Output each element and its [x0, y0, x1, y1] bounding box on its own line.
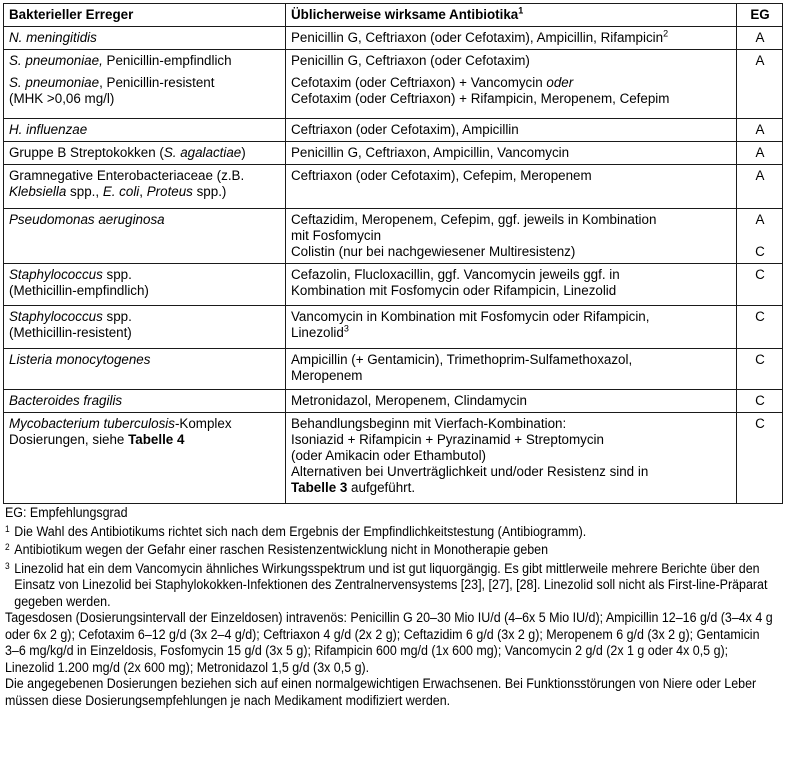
antibiotics-cell: Metronidazol, Meropenem, Clindamycin [286, 390, 737, 413]
pathogen-cell: Gruppe B Streptokokken (S. agalactiae) [4, 142, 286, 165]
table-row [4, 142, 783, 165]
pathogen-cell: S. pneumoniae, Penicillin-empfindlich S. pneumoniae, Penicillin-resistent (MHK >0,06 mg/l) [4, 50, 286, 119]
eg-cell: C [737, 349, 783, 390]
antibiotics-cell: Penicillin G, Ceftriaxon (oder Cefotaxim) Cefotaxim (oder Ceftriaxon) + Vancomycin oder Cefotaxim (oder Ceftriaxon) + Rifampicin, Meropenem, Cefepim [286, 50, 737, 119]
pathogen-cell: N. meningitidis [4, 27, 286, 50]
pathogen-cell: Bacteroides fragilis [4, 390, 286, 413]
table-row [4, 349, 783, 390]
eg-cell: A [737, 165, 783, 209]
eg-cell: A [737, 119, 783, 142]
antibiotics-cell: Ceftriaxon (oder Cefotaxim), Cefepim, Meropenem [286, 165, 737, 209]
eg-cell: C [737, 390, 783, 413]
pathogen-cell: Staphylococcus spp. (Methicillin-resistent) [4, 306, 286, 349]
pathogen-cell: Mycobacterium tuberculosis-Komplex Dosierungen, siehe Tabelle 4 [4, 413, 286, 504]
header-eg: EG [737, 4, 783, 27]
pathogen-cell: Gramnegative Enterobacteriaceae (z.B. Klebsiella spp., E. coli, Proteus spp.) [4, 165, 286, 209]
antibiotics-table [3, 3, 783, 504]
table-4-reference: Tabelle 4 [128, 432, 185, 447]
footnote-2: 2 Antibiotikum wegen der Gefahr einer raschen Resistenzentwicklung nicht in Monotherapie geben [5, 542, 549, 557]
dosing-note: Tagesdosen (Dosierungsintervall der Einzeldosen) intravenös: Penicillin G 20–30 Mio IU/d (4–6x 5 Mio IU/d); Ampicillin 12–16 g/d (3–4x 4 g oder 6x 2 g); Cefotaxim 6–12 g/d (3x 2–4 g/d); Ceftriaxon 4 g/d (2x 2 g); Ceftazidim 6 g/d (3x 2 g); Meropenem 6 g/d (3x 2 g); Gentamicin 3–6 mg/kg/d in Einzeldosis, Fosfomycin 15 g/d (3x 5 g); Rifampicin 600 mg/d (1x 600 mg); Vancomycin 2 g/d (2x 1 g oder 4x 0,5 g); Linezolid 1.200 mg/d (2x 600 mg); Metronidazol 1,5 g/d (3x 0,5 g). [5, 610, 773, 675]
antibiotics-cell: Ceftriaxon (oder Cefotaxim), Ampicillin [286, 119, 737, 142]
eg-cell: A C [737, 209, 783, 264]
table-row [4, 209, 783, 264]
antibiotics-cell: Vancomycin in Kombination mit Fosfomycin oder Rifampicin, Linezolid$^3$ [286, 306, 737, 349]
table-row [4, 413, 783, 504]
pathogen-cell: Listeria monocytogenes [4, 349, 286, 390]
pathogen-cell: Staphylococcus spp. (Methicillin-empfindlich) [4, 264, 286, 306]
antibiotics-cell: Behandlungsbeginn mit Vierfach-Kombination: Isoniazid + Rifampicin + Pyrazinamid + Streptomycin (oder Amikacin oder Ethambutol) Alternativen bei Unverträglichkeit und/oder Resistenz sind in Tabelle 3 aufgeführt. [286, 413, 737, 504]
table-3-reference: Tabelle 3 [291, 480, 348, 495]
adjustment-note: Die angegebenen Dosierungen beziehen sich auf einen normalgewichtigen Erwachsenen. Bei Funktionsstörungen von Niere oder Leber müssen diese Dosierungsempfehlungen je nach Medikament modifiziert werden. [5, 676, 757, 708]
table-row [4, 390, 783, 413]
eg-cell: C [737, 264, 783, 306]
eg-cell: A [737, 142, 783, 165]
table-row [4, 306, 783, 349]
table-row [4, 50, 783, 119]
footnote-ref-2: 2 [663, 28, 669, 39]
eg-cell: A [737, 50, 783, 119]
footnote-3: 3 Linezolid hat ein dem Vancomycin ähnliches Wirkungsspektrum und ist gut liquorgängig. Es gibt mittlerweile mehrere Berichte über den Einsatz von Linezolid bei Staphylokokken-Infektionen des Zentralnervensystems [23], [27], [28]. Linezolid soll nicht als First-line-Präparat gegeben werden. [5, 560, 768, 609]
pathogen-cell: Pseudomonas aeruginosa [4, 209, 286, 264]
footnote-1: 1 Die Wahl des Antibiotikums richtet sich nach dem Ergebnis der Empfindlichkeitstestung (Antibiogramm). [5, 523, 587, 539]
antibiotics-cell: Cefazolin, Flucloxacillin, ggf. Vancomycin jeweils ggf. in Kombination mit Fosfomycin oder Rifampicin, Linezolid [286, 264, 737, 306]
antibiotics-cell: Ceftazidim, Meropenem, Cefepim, ggf. jeweils in Kombination mit Fosfomycin Colistin (nur bei nachgewiesener Multiresistenz) [286, 209, 737, 264]
antibiotics-cell: Ampicillin (+ Gentamicin), Trimethoprim-Sulfamethoxazol, Meropenem [286, 349, 737, 390]
table-header-row [4, 4, 783, 27]
antibiotics-cell: Penicillin G, Ceftriaxon (oder Cefotaxim), Ampicillin, Rifampicin$^2$ [286, 27, 737, 50]
eg-cell: A [737, 27, 783, 50]
pathogen-penicillin-sensitive: S. pneumoniae, Penicillin-empfindlich [9, 53, 232, 68]
table-row [4, 119, 783, 142]
footnote-ref-1: 1 [518, 5, 524, 16]
antibiotics-cell: Penicillin G, Ceftriaxon, Ampicillin, Vancomycin [286, 142, 737, 165]
header-antibiotics: Üblicherweise wirksame Antibiotika$^1$ [286, 4, 737, 27]
header-pathogen: Bakterieller Erreger [4, 4, 286, 27]
table-row [4, 27, 783, 50]
pathogen-cell: H. influenzae [4, 119, 286, 142]
table-row [4, 165, 783, 209]
eg-legend: EG: Empfehlungsgrad [5, 505, 128, 520]
pathogen-penicillin-resistant: S. pneumoniae, Penicillin-resistent [9, 75, 215, 90]
eg-cell: C [737, 413, 783, 504]
footnote-ref-3: 3 [343, 323, 349, 334]
table-row [4, 264, 783, 306]
table-notes [5, 505, 780, 709]
eg-cell: C [737, 306, 783, 349]
